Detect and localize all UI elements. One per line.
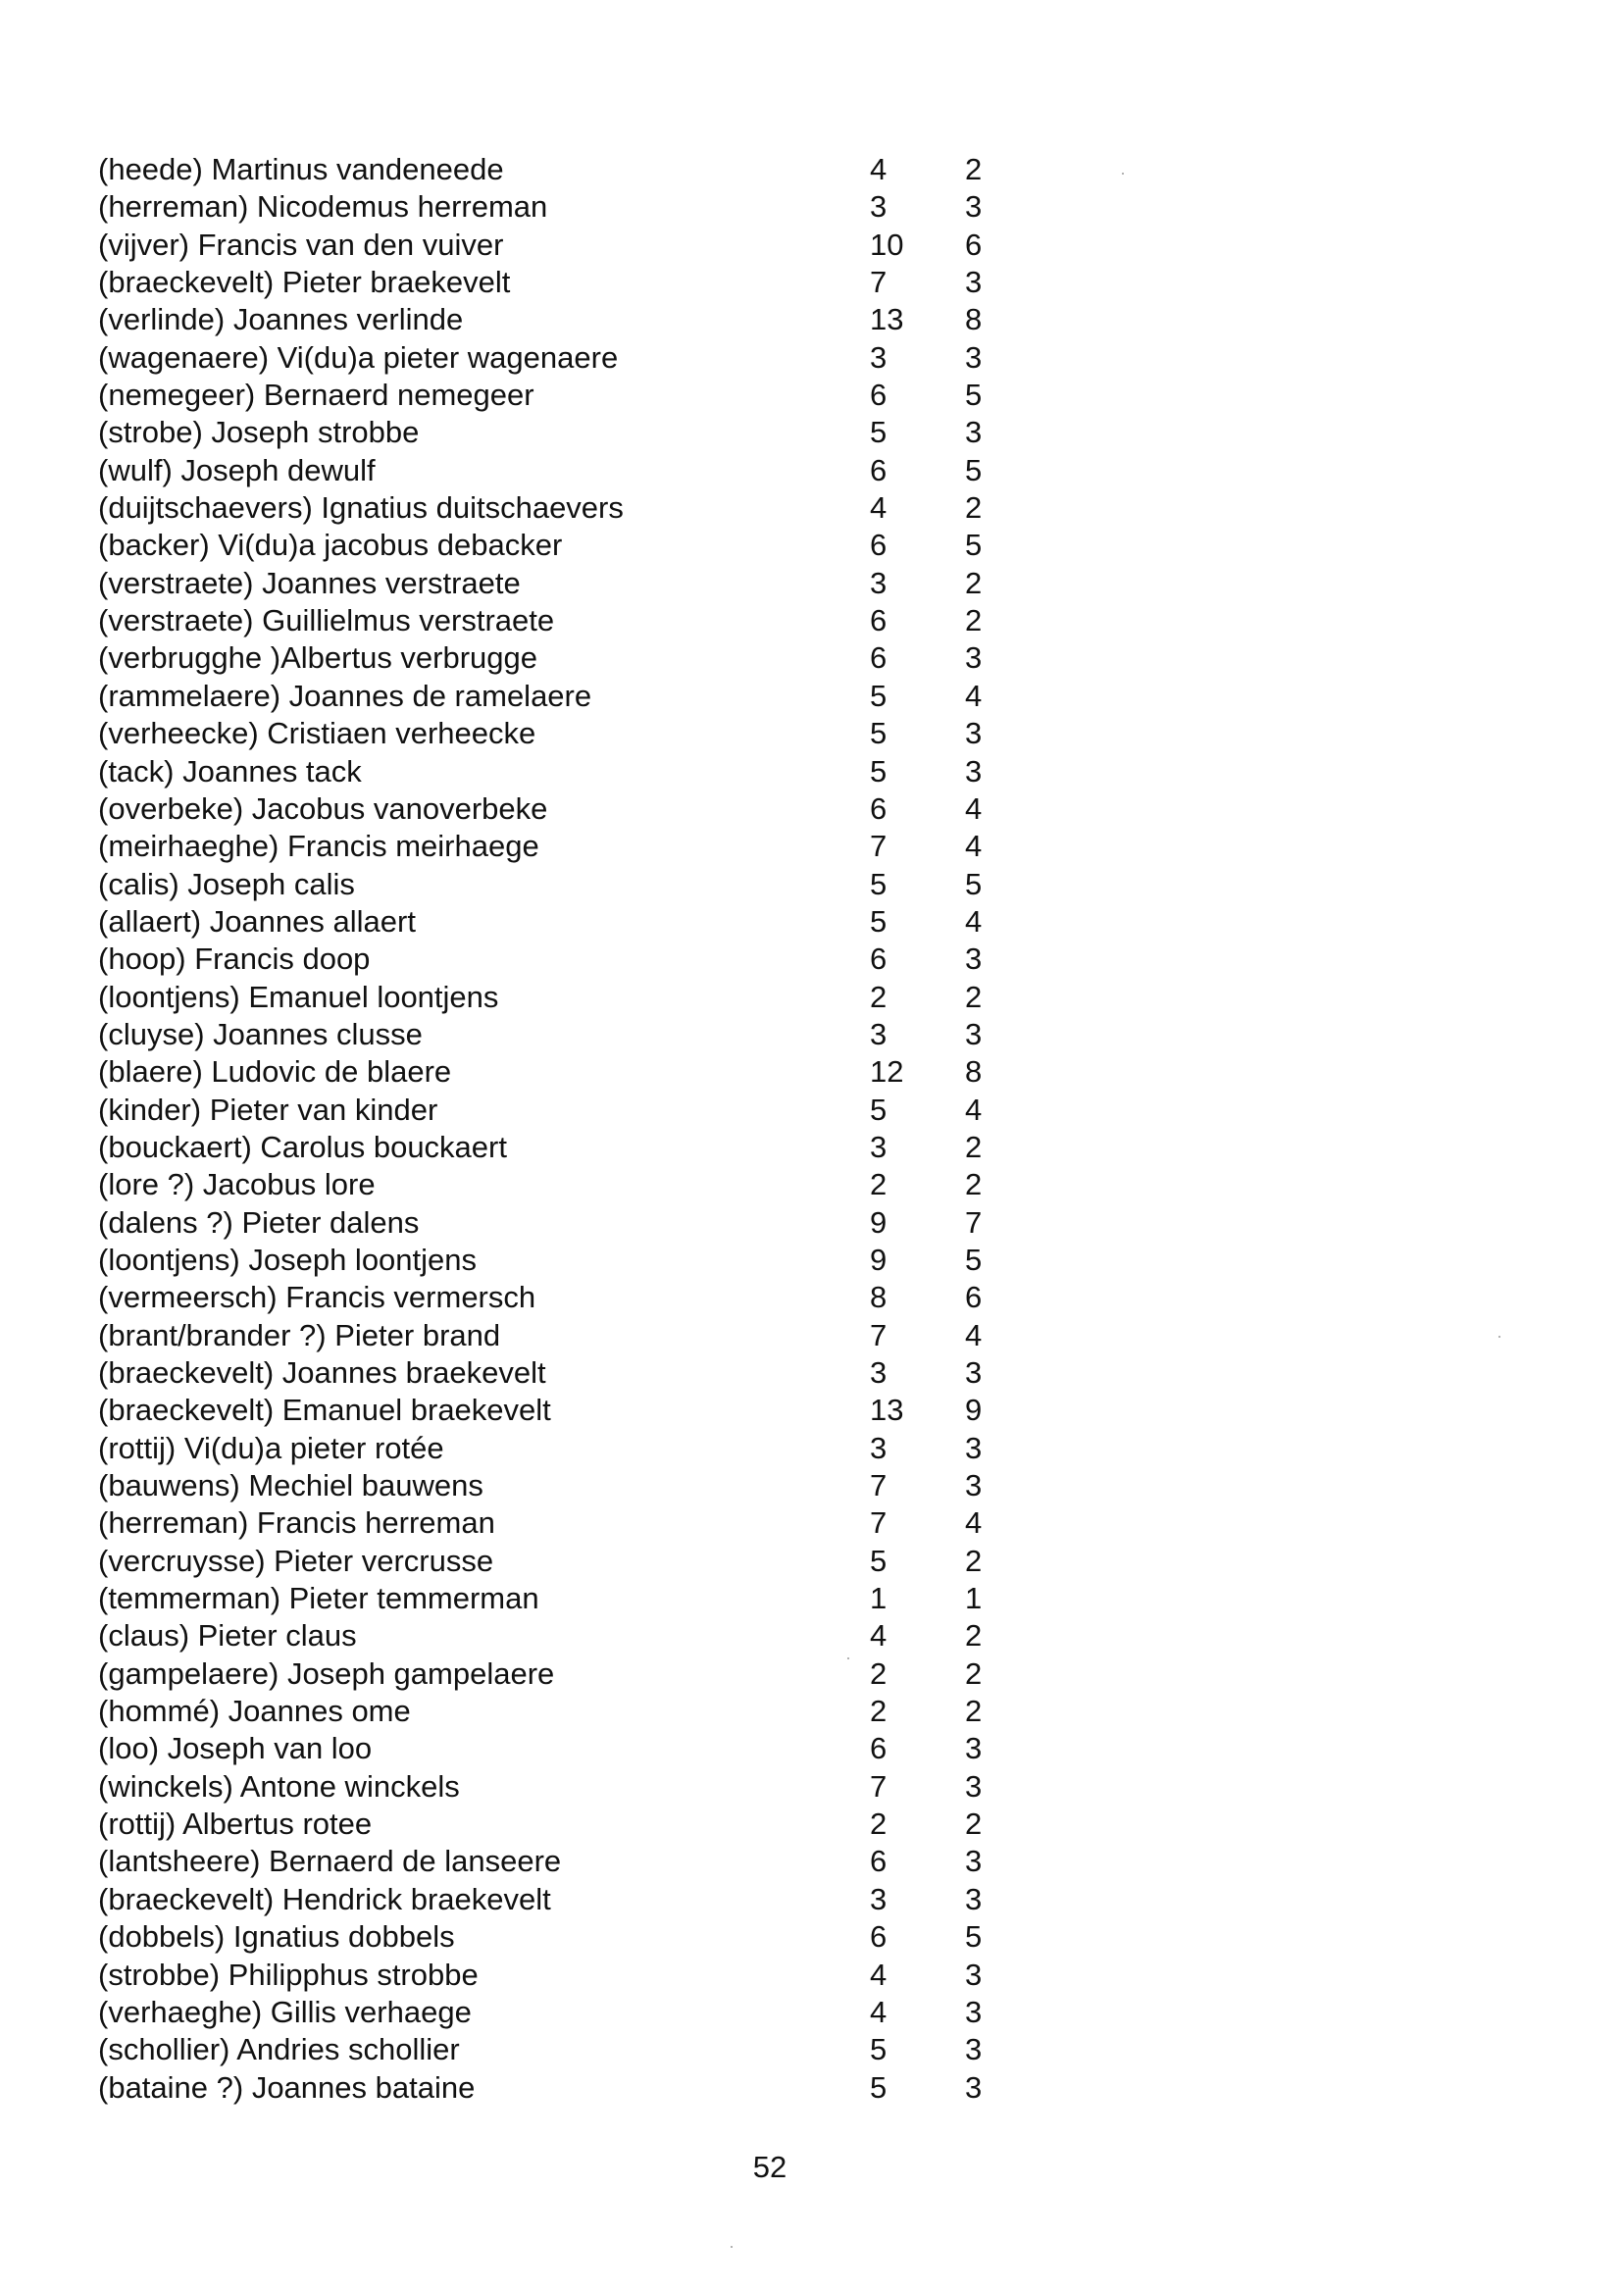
entry-count-second: 2 [965, 152, 983, 186]
entry-count-first: 5 [870, 716, 888, 751]
entry-count-second: 2 [965, 1618, 983, 1654]
entry-count-second: 5 [965, 1919, 983, 1955]
entry-count-first: 5 [870, 866, 888, 901]
entry-name: (bauwens) Mechiel bauwens [98, 1468, 483, 1503]
entry-count-second: 3 [965, 2069, 983, 2105]
entry-count-first: 7 [870, 1468, 888, 1503]
scan-speck [847, 1657, 849, 1659]
entry-row [98, 1543, 1040, 1580]
entry-count-first: 6 [870, 1731, 888, 1766]
entry-count-second: 3 [965, 1957, 983, 1992]
entry-row [98, 1580, 1040, 1617]
entry-count-first: 6 [870, 640, 888, 676]
entry-count-first: 10 [870, 227, 904, 262]
entry-name: (blaere) Ludovic de blaere [98, 1054, 452, 1090]
entry-count-second: 4 [965, 790, 983, 826]
entry-count-second: 3 [965, 189, 983, 225]
entry-count-second: 2 [965, 1694, 983, 1729]
entry-name: (schollier) Andries schollier [98, 2032, 460, 2067]
entry-count-first: 13 [870, 1393, 904, 1428]
entry-name: (allaert) Joannes allaert [98, 903, 416, 939]
entry-name: (braeckevelt) Pieter braekevelt [98, 265, 511, 300]
entry-count-first: 3 [870, 565, 888, 600]
entry-row [98, 1768, 1040, 1806]
entry-row [98, 1204, 1040, 1242]
entry-count-second: 2 [965, 1543, 983, 1578]
entry-row [98, 1918, 1040, 1956]
entry-row [98, 1053, 1040, 1091]
entry-count-first: 6 [870, 528, 888, 563]
entry-row [98, 753, 1040, 790]
entry-count-first: 5 [870, 753, 888, 789]
entry-name: (strobbe) Philipphus strobbe [98, 1957, 479, 1992]
entry-count-second: 5 [965, 528, 983, 563]
entry-name: (gampelaere) Joseph gampelaere [98, 1655, 555, 1691]
entry-count-first: 4 [870, 1957, 888, 1992]
entry-count-second: 3 [965, 942, 983, 977]
scan-speck [1498, 1336, 1500, 1338]
entry-count-first: 5 [870, 1092, 888, 1127]
entry-name: (rottij) Albertus rotee [98, 1807, 373, 1842]
entry-row [98, 414, 1040, 451]
entry-row [98, 1016, 1040, 1053]
entry-count-first: 3 [870, 189, 888, 225]
entry-name: (braeckevelt) Joannes braekevelt [98, 1355, 546, 1390]
entry-count-second: 3 [965, 1016, 983, 1051]
entry-name: (dalens ?) Pieter dalens [98, 1204, 420, 1240]
entry-count-first: 6 [870, 790, 888, 826]
entry-count-first: 12 [870, 1054, 904, 1090]
scan-speck [1122, 173, 1124, 175]
entry-row [98, 377, 1040, 414]
entry-count-second: 6 [965, 1280, 983, 1315]
entry-count-first: 5 [870, 415, 888, 450]
entry-count-second: 4 [965, 678, 983, 713]
entry-row [98, 188, 1040, 226]
entry-count-second: 3 [965, 1844, 983, 1879]
entry-count-first: 6 [870, 1919, 888, 1955]
entry-count-first: 6 [870, 942, 888, 977]
entry-row [98, 1092, 1040, 1129]
entry-row [98, 602, 1040, 639]
entry-row [98, 527, 1040, 564]
entry-name: (loo) Joseph van loo [98, 1731, 373, 1766]
entry-count-second: 2 [965, 490, 983, 526]
entry-count-first: 9 [870, 1204, 888, 1240]
entry-count-second: 3 [965, 1881, 983, 1916]
entry-count-first: 13 [870, 302, 904, 337]
entry-count-second: 2 [965, 1807, 983, 1842]
entry-count-second: 2 [965, 1129, 983, 1164]
entry-count-second: 4 [965, 903, 983, 939]
entry-count-second: 7 [965, 1204, 983, 1240]
entry-count-first: 2 [870, 1807, 888, 1842]
entry-count-first: 4 [870, 1994, 888, 2029]
entry-count-first: 6 [870, 378, 888, 413]
entry-name: (bouckaert) Carolus bouckaert [98, 1129, 507, 1164]
entry-row [98, 941, 1040, 978]
entry-row [98, 1279, 1040, 1316]
entry-name: (duijtschaevers) Ignatius duitschaevers [98, 490, 624, 526]
entry-row [98, 301, 1040, 338]
entry-row [98, 1129, 1040, 1166]
entry-count-second: 2 [965, 1167, 983, 1202]
entry-row [98, 264, 1040, 301]
entry-count-second: 3 [965, 640, 983, 676]
entry-name: (bataine ?) Joannes bataine [98, 2069, 476, 2105]
entry-count-second: 5 [965, 1242, 983, 1277]
entry-name: (verlinde) Joannes verlinde [98, 302, 464, 337]
entry-name: (calis) Joseph calis [98, 866, 355, 901]
entry-count-first: 5 [870, 2069, 888, 2105]
entry-row [98, 903, 1040, 941]
entry-name: (tack) Joannes tack [98, 753, 362, 789]
entry-name: (claus) Pieter claus [98, 1618, 357, 1654]
entry-count-second: 5 [965, 452, 983, 487]
entry-count-first: 9 [870, 1242, 888, 1277]
entry-name: (rottij) Vi(du)a pieter rotée [98, 1430, 444, 1465]
entry-count-second: 3 [965, 339, 983, 375]
entry-count-second: 5 [965, 866, 983, 901]
entry-count-second: 3 [965, 1768, 983, 1804]
entry-row [98, 1655, 1040, 1693]
entry-name: (verstraete) Joannes verstraete [98, 565, 521, 600]
entry-row [98, 2031, 1040, 2068]
entry-row [98, 1317, 1040, 1354]
entry-count-second: 9 [965, 1393, 983, 1428]
entry-row [98, 1504, 1040, 1542]
entry-count-second: 4 [965, 1092, 983, 1127]
entry-count-second: 3 [965, 1355, 983, 1390]
entry-name: (hoop) Francis doop [98, 942, 371, 977]
entry-count-first: 2 [870, 1655, 888, 1691]
entry-count-first: 7 [870, 1768, 888, 1804]
entry-count-first: 7 [870, 1317, 888, 1352]
entry-name: (vercruysse) Pieter vercrusse [98, 1543, 494, 1578]
entry-name: (lore ?) Jacobus lore [98, 1167, 376, 1202]
entry-row [98, 1806, 1040, 1843]
entry-name: (vijver) Francis van den vuiver [98, 227, 504, 262]
entry-count-first: 2 [870, 979, 888, 1014]
entry-count-second: 3 [965, 1994, 983, 2029]
entry-name: (verheecke) Cristiaen verheecke [98, 716, 536, 751]
entry-row [98, 715, 1040, 752]
entry-name: (wagenaere) Vi(du)a pieter wagenaere [98, 339, 619, 375]
entry-row [98, 1242, 1040, 1279]
entry-count-first: 7 [870, 829, 888, 864]
entry-name: (winckels) Antone winckels [98, 1768, 460, 1804]
entry-count-first: 3 [870, 1430, 888, 1465]
entry-name: (heede) Martinus vandeneede [98, 152, 504, 186]
entry-count-second: 3 [965, 1731, 983, 1766]
entry-row [98, 1430, 1040, 1467]
entry-count-first: 3 [870, 1016, 888, 1051]
entry-row [98, 151, 1040, 188]
entry-name: (rammelaere) Joannes de ramelaere [98, 678, 592, 713]
entry-count-second: 3 [965, 753, 983, 789]
entry-name: (braeckevelt) Emanuel braekevelt [98, 1393, 551, 1428]
entry-row [98, 639, 1040, 677]
entry-list [98, 151, 1040, 2107]
entry-name: (hommé) Joannes ome [98, 1694, 411, 1729]
entry-count-second: 2 [965, 603, 983, 638]
entry-count-first: 3 [870, 1129, 888, 1164]
entry-count-first: 6 [870, 603, 888, 638]
scan-speck [731, 2246, 733, 2248]
entry-row [98, 1881, 1040, 1918]
entry-count-second: 8 [965, 1054, 983, 1090]
entry-name: (meirhaeghe) Francis meirhaege [98, 829, 539, 864]
entry-name: (herreman) Nicodemus herreman [98, 189, 548, 225]
entry-count-second: 3 [965, 716, 983, 751]
entry-count-first: 3 [870, 1355, 888, 1390]
entry-count-first: 4 [870, 1618, 888, 1654]
entry-name: (backer) Vi(du)a jacobus debacker [98, 528, 563, 563]
entry-name: (loontjens) Emanuel loontjens [98, 979, 499, 1014]
entry-count-first: 6 [870, 452, 888, 487]
entry-row [98, 2069, 1040, 2107]
entry-name: (verhaeghe) Gillis verhaege [98, 1994, 472, 2029]
entry-count-second: 2 [965, 1655, 983, 1691]
entry-name: (overbeke) Jacobus vanoverbeke [98, 790, 548, 826]
page-number: 52 [752, 2150, 787, 2184]
entry-name: (dobbels) Ignatius dobbels [98, 1919, 455, 1955]
entry-name: (strobe) Joseph strobbe [98, 415, 420, 450]
entry-name: (brant/brander ?) Pieter brand [98, 1317, 501, 1352]
entry-count-second: 2 [965, 979, 983, 1014]
entry-name: (loontjens) Joseph loontjens [98, 1242, 478, 1277]
entry-row [98, 1843, 1040, 1880]
entry-count-second: 1 [965, 1581, 983, 1616]
entry-count-first: 8 [870, 1280, 888, 1315]
entry-count-second: 3 [965, 265, 983, 300]
entry-count-second: 6 [965, 227, 983, 262]
entry-name: (nemegeer) Bernaerd nemegeer [98, 378, 534, 413]
entry-count-first: 6 [870, 1844, 888, 1879]
entry-name: (wulf) Joseph dewulf [98, 452, 376, 487]
entry-count-first: 3 [870, 339, 888, 375]
entry-name: (verbrugghe )Albertus verbrugge [98, 640, 538, 676]
entry-count-first: 3 [870, 1881, 888, 1916]
entry-row [98, 1617, 1040, 1655]
entry-count-first: 5 [870, 678, 888, 713]
entry-count-first: 5 [870, 1543, 888, 1578]
entry-count-second: 2 [965, 565, 983, 600]
entry-name: (braeckevelt) Hendrick braekevelt [98, 1881, 551, 1916]
entry-name: (cluyse) Joannes clusse [98, 1016, 423, 1051]
entry-name: (verstraete) Guillielmus verstraete [98, 603, 555, 638]
entry-row [98, 1467, 1040, 1504]
entry-count-second: 4 [965, 1505, 983, 1541]
entry-row [98, 828, 1040, 865]
entry-name: (kinder) Pieter van kinder [98, 1092, 438, 1127]
entry-count-first: 2 [870, 1167, 888, 1202]
entry-count-first: 4 [870, 490, 888, 526]
entry-name: (herreman) Francis herreman [98, 1505, 495, 1541]
entry-count-second: 4 [965, 829, 983, 864]
entry-row [98, 1166, 1040, 1203]
entry-row [98, 1994, 1040, 2031]
entry-row [98, 1957, 1040, 1994]
entry-count-second: 5 [965, 378, 983, 413]
entry-row [98, 339, 1040, 377]
entry-row [98, 866, 1040, 903]
entry-count-first: 1 [870, 1581, 888, 1616]
entry-row [98, 227, 1040, 264]
entry-count-second: 4 [965, 1317, 983, 1352]
entry-count-second: 8 [965, 302, 983, 337]
entry-row [98, 979, 1040, 1016]
entry-count-first: 4 [870, 152, 888, 186]
entry-name: (vermeersch) Francis vermersch [98, 1280, 536, 1315]
entry-count-first: 2 [870, 1694, 888, 1729]
entry-row [98, 489, 1040, 527]
entry-count-second: 3 [965, 2032, 983, 2067]
entry-row [98, 1354, 1040, 1392]
entry-count-second: 3 [965, 415, 983, 450]
entry-count-second: 3 [965, 1468, 983, 1503]
entry-count-first: 7 [870, 1505, 888, 1541]
entry-row [98, 1730, 1040, 1767]
entry-row [98, 790, 1040, 828]
entry-row [98, 1392, 1040, 1429]
entry-count-first: 5 [870, 2032, 888, 2067]
entry-row [98, 452, 1040, 489]
entry-count-first: 5 [870, 903, 888, 939]
entry-name: (lantsheere) Bernaerd de lanseere [98, 1844, 562, 1879]
entry-count-second: 3 [965, 1430, 983, 1465]
entry-row [98, 565, 1040, 602]
entry-name: (temmerman) Pieter temmerman [98, 1581, 539, 1616]
entry-count-first: 7 [870, 265, 888, 300]
entry-row [98, 1693, 1040, 1730]
entry-row [98, 678, 1040, 715]
